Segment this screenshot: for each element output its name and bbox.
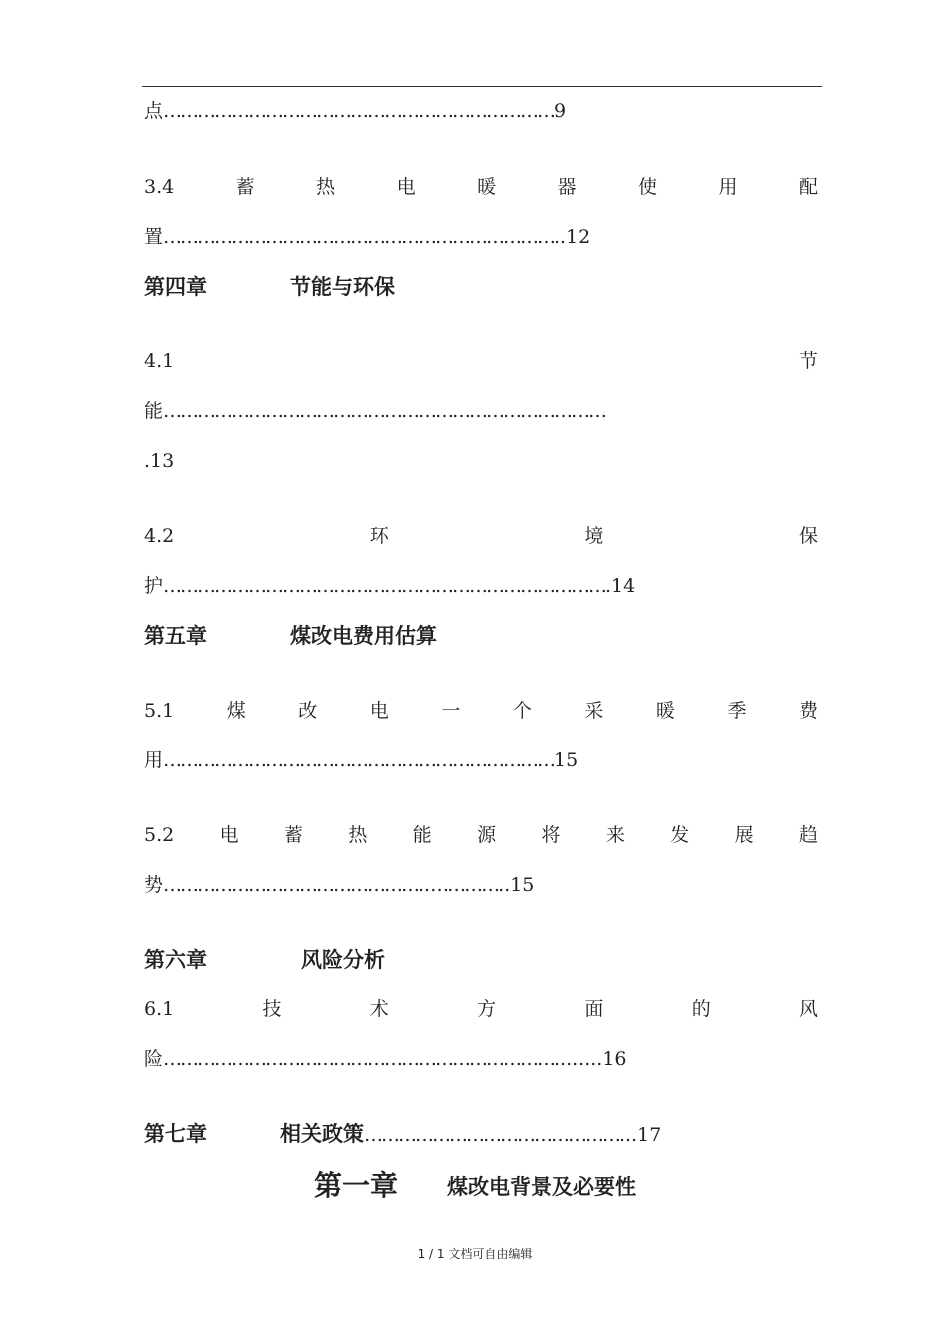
chapter-label: 第六章 xyxy=(144,947,207,972)
toc-number: 4.1 xyxy=(144,350,175,372)
chapter-1-title: 煤改电背景及必要性 xyxy=(447,1174,636,1199)
toc-char: 能 xyxy=(412,824,432,846)
toc-char: 面 xyxy=(584,998,604,1020)
chapter-title: 节能与环保 xyxy=(290,274,395,299)
toc-leader-dots: …………………………………………………………… xyxy=(163,749,555,771)
toc-entry-6-1 xyxy=(144,994,818,1024)
toc-char: 来 xyxy=(605,824,625,846)
chapter-label: 第五章 xyxy=(144,623,207,648)
toc-char: 改 xyxy=(298,700,318,722)
toc-char: 环 xyxy=(369,525,389,547)
chapter-label: 第七章 xyxy=(144,1121,207,1146)
toc-page-number: ..12 xyxy=(554,226,591,248)
toc-char: 煤 xyxy=(226,700,246,722)
toc-char: 采 xyxy=(584,700,604,722)
chapter-label: 第四章 xyxy=(144,274,207,299)
toc-leader-dots: …………………………………………………………………… xyxy=(163,575,606,597)
toc-char: 暖 xyxy=(655,700,675,722)
toc-page-number: ...17 xyxy=(619,1124,662,1146)
toc-entry-4-2 xyxy=(144,521,818,551)
toc-page-number: 15 xyxy=(554,749,579,771)
toc-number: 5.2 xyxy=(144,824,175,846)
toc-line-3-3-end xyxy=(144,96,818,126)
toc-entry-5-1 xyxy=(144,696,818,726)
toc-char: 术 xyxy=(369,998,389,1020)
toc-chapter-4 xyxy=(144,272,395,302)
toc-chapter-5 xyxy=(144,621,437,651)
toc-text: 能 xyxy=(144,400,164,422)
toc-char: 热 xyxy=(316,176,336,198)
toc-leader-dots: …………………………………………………………………… xyxy=(163,400,606,422)
toc-page-number: ........16 xyxy=(554,1048,627,1070)
toc-char: 蓄 xyxy=(235,176,255,198)
header-rule xyxy=(142,86,822,87)
toc-char: 境 xyxy=(584,525,604,547)
chapter-title-line xyxy=(280,1119,661,1150)
toc-number: 3.4 xyxy=(144,176,175,198)
toc-char: 用 xyxy=(718,176,738,198)
chapter-title: 相关政策 xyxy=(280,1121,364,1146)
toc-char: 蓄 xyxy=(283,824,303,846)
toc-leader-dots: …………………………………………………………… xyxy=(163,226,555,248)
toc-char: 源 xyxy=(477,824,497,846)
toc-number: 4.2 xyxy=(144,525,175,547)
toc-char: 电 xyxy=(219,824,239,846)
toc-leader-dots: …………………………………………………………… xyxy=(163,100,555,122)
toc-char: 节 xyxy=(798,350,818,372)
toc-leader-dots: ………… xyxy=(430,874,499,896)
toc-char: 个 xyxy=(512,700,532,722)
toc-char: 器 xyxy=(557,176,577,198)
chapter-title: 煤改电费用估算 xyxy=(290,623,437,648)
toc-char: 保 xyxy=(798,525,818,547)
toc-char: 展 xyxy=(734,824,754,846)
toc-char: 发 xyxy=(670,824,690,846)
toc-char: 暖 xyxy=(477,176,497,198)
toc-char: 风 xyxy=(798,998,818,1020)
toc-text: 点 xyxy=(144,100,164,122)
toc-char: 费 xyxy=(798,700,818,722)
toc-number: 5.1 xyxy=(144,700,175,722)
toc-char: 电 xyxy=(369,700,389,722)
toc-char: 将 xyxy=(541,824,561,846)
toc-text: 势 xyxy=(144,874,164,896)
toc-text: 用 xyxy=(144,749,164,771)
toc-chapter-6 xyxy=(144,945,385,975)
toc-number: 6.1 xyxy=(144,998,175,1020)
toc-leader-dots: ……………………………………… xyxy=(364,1124,619,1146)
toc-char: 使 xyxy=(638,176,658,198)
toc-char: 技 xyxy=(262,998,282,1020)
toc-page-number: .14 xyxy=(605,575,636,597)
chapter-1-label: 第一章 xyxy=(314,1169,399,1202)
toc-char: 季 xyxy=(727,700,747,722)
page-footer: 1 / 1 文档可自由编辑 xyxy=(417,1247,533,1261)
chapter-title: 风险分析 xyxy=(301,947,385,972)
toc-char: 电 xyxy=(396,176,416,198)
toc-char: 热 xyxy=(348,824,368,846)
toc-char: 配 xyxy=(798,176,818,198)
toc-chapter-7 xyxy=(144,1119,818,1149)
toc-entry-5-2-cont xyxy=(144,870,818,900)
toc-text: 置 xyxy=(144,226,164,248)
toc-entry-3-4 xyxy=(144,172,818,202)
toc-entry-6-1-cont xyxy=(144,1044,818,1074)
toc-page-number: .13 xyxy=(144,450,175,472)
toc-char: 趋 xyxy=(798,824,818,846)
toc-char: 方 xyxy=(477,998,497,1020)
toc-entry-3-4-cont xyxy=(144,222,818,252)
toc-leader-dots: …………………………………………………………… xyxy=(163,1048,555,1070)
toc-entry-4-1-page xyxy=(144,446,818,476)
toc-leader-dots: .. xyxy=(418,874,431,896)
toc-entry-5-2 xyxy=(144,820,818,850)
toc-page-number: 9 xyxy=(554,100,567,122)
toc-char: 一 xyxy=(441,700,461,722)
toc-page-number: ..15 xyxy=(498,874,535,896)
toc-text: 险 xyxy=(144,1048,164,1070)
toc-char: 的 xyxy=(691,998,711,1020)
toc-entry-4-2-cont xyxy=(144,571,818,601)
toc-leader-dots: ……………………………………… xyxy=(163,874,419,896)
toc-entry-5-1-cont xyxy=(144,745,818,775)
toc-text: 护 xyxy=(144,575,164,597)
toc-entry-4-1 xyxy=(144,346,818,376)
toc-entry-4-1-cont xyxy=(144,396,818,426)
